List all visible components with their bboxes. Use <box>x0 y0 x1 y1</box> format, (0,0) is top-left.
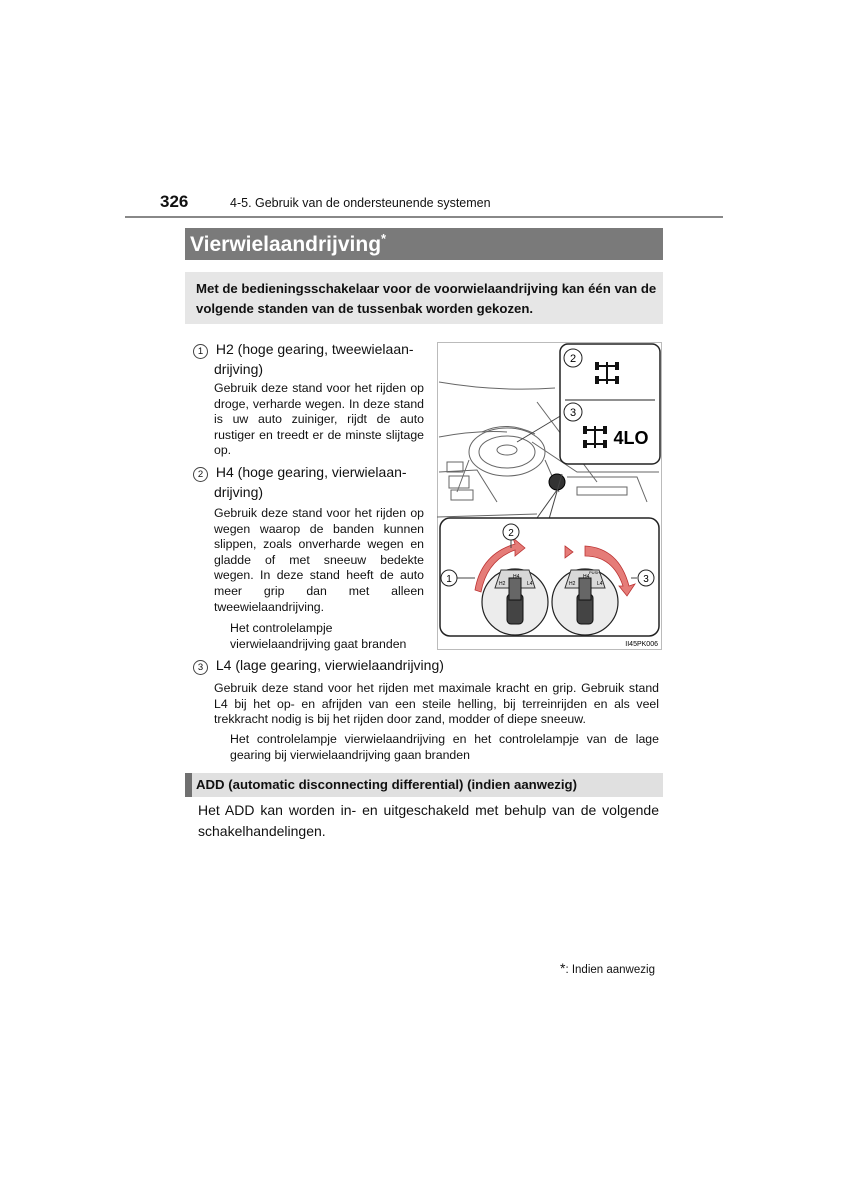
callout-3-inset: 3 <box>569 407 577 419</box>
selector-knob-small <box>549 474 565 490</box>
item-2-heading-line1: H4 (hoge gearing, vierwielaan- <box>215 464 407 480</box>
item-2-body: Gebruik deze stand voor het rijden op wegen waarop de banden kunnen slippen, zoals onverharde wegen en gladde of met sneeuw bedekte wegen. In deze stand heeft de auto meer grip dan met alleen tweewielaandrijving. <box>214 506 424 614</box>
four-wheel-drive-figure <box>437 342 662 650</box>
title-bar <box>185 228 663 260</box>
item-2 <box>193 462 425 502</box>
callout-2-inset: 2 <box>569 353 577 365</box>
item-2-heading-line2: drijving) <box>214 484 264 500</box>
callout-3-knob: 3 <box>643 574 649 585</box>
figure-code: II45PK006 <box>625 641 658 648</box>
intro-box <box>185 272 663 324</box>
add-heading: ADD (automatic disconnecting differential) (indien aanwezig) <box>196 777 578 792</box>
section-title: 4-5. Gebruik van de ondersteunende systemen <box>230 196 491 210</box>
add-heading-bar <box>185 773 663 797</box>
add-text: Het ADD kan worden in- en uitgeschakeld met behulp van de volgende schakelhandelingen. <box>198 802 659 839</box>
callout-2-icon: 2 <box>193 467 208 482</box>
left-knob-label-h4: H4 <box>513 574 520 580</box>
left-knob-label-l4: L4 <box>527 581 533 587</box>
callout-2-knob: 2 <box>508 528 514 539</box>
4lo-text: 4LO <box>613 428 649 448</box>
item-1-heading <box>193 339 425 379</box>
footnote-text: : Indien aanwezig <box>565 964 655 976</box>
footnote-mark: * <box>560 960 566 976</box>
item-3-heading-text: L4 (lage gearing, vierwielaandrijving) <box>215 657 444 673</box>
item-1-heading-line2: drijving) <box>214 361 264 377</box>
item-2-heading <box>193 462 425 502</box>
callout-1-knob: 1 <box>446 574 452 585</box>
callout-1-icon: 1 <box>193 344 208 359</box>
page-number: 326 <box>160 192 189 211</box>
title-footnote-mark: * <box>381 231 387 246</box>
item-3-body: Gebruik deze stand voor het rijden met maximale kracht en grip. Gebruik stand L4 bij het op- en afrijden van een steile helling, bij terreinrijden en als veel trekkracht nodig is bij het rijden door zand, modder of diepe sneeuw. <box>214 681 659 727</box>
item-3-heading <box>193 655 653 675</box>
figure-svg <box>437 342 662 650</box>
add-heading-accent <box>185 773 192 797</box>
header-rule <box>125 216 723 218</box>
item-3-note: Het controlelampje vierwielaandrijving en het controlelampje van de lage gearing bij vierwielaandrijving gaan branden <box>230 732 659 762</box>
intro-text: Met de bedieningsschakelaar voor de voorwielaandrijving kan één van de volgende standen van de tussenbak worden gekozen. <box>196 281 657 316</box>
callout-3-icon: 3 <box>193 660 208 675</box>
right-knob-label-h4: H4 <box>583 574 590 580</box>
item-1 <box>193 339 425 379</box>
item-1-body: Gebruik deze stand voor het rijden op droge, verharde wegen. In deze stand is uw auto zuiniger, rijdt de auto rustiger en treedt er de minste slijtage op. <box>214 381 424 458</box>
knob-push-label: PUSH <box>589 570 601 575</box>
right-knob-label-h2: H2 <box>569 581 576 587</box>
page-title <box>190 231 386 257</box>
item-2-note: Het controlelampje vierwielaandrijving gaat branden <box>230 621 407 651</box>
right-knob-label-l4: L4 <box>597 581 603 587</box>
footnote <box>560 960 655 976</box>
left-knob-label-h2: H2 <box>499 581 506 587</box>
item-1-heading-line1: H2 (hoge gearing, tweewielaan- <box>215 341 414 357</box>
title-text: Vierwielaandrijving <box>190 233 382 256</box>
